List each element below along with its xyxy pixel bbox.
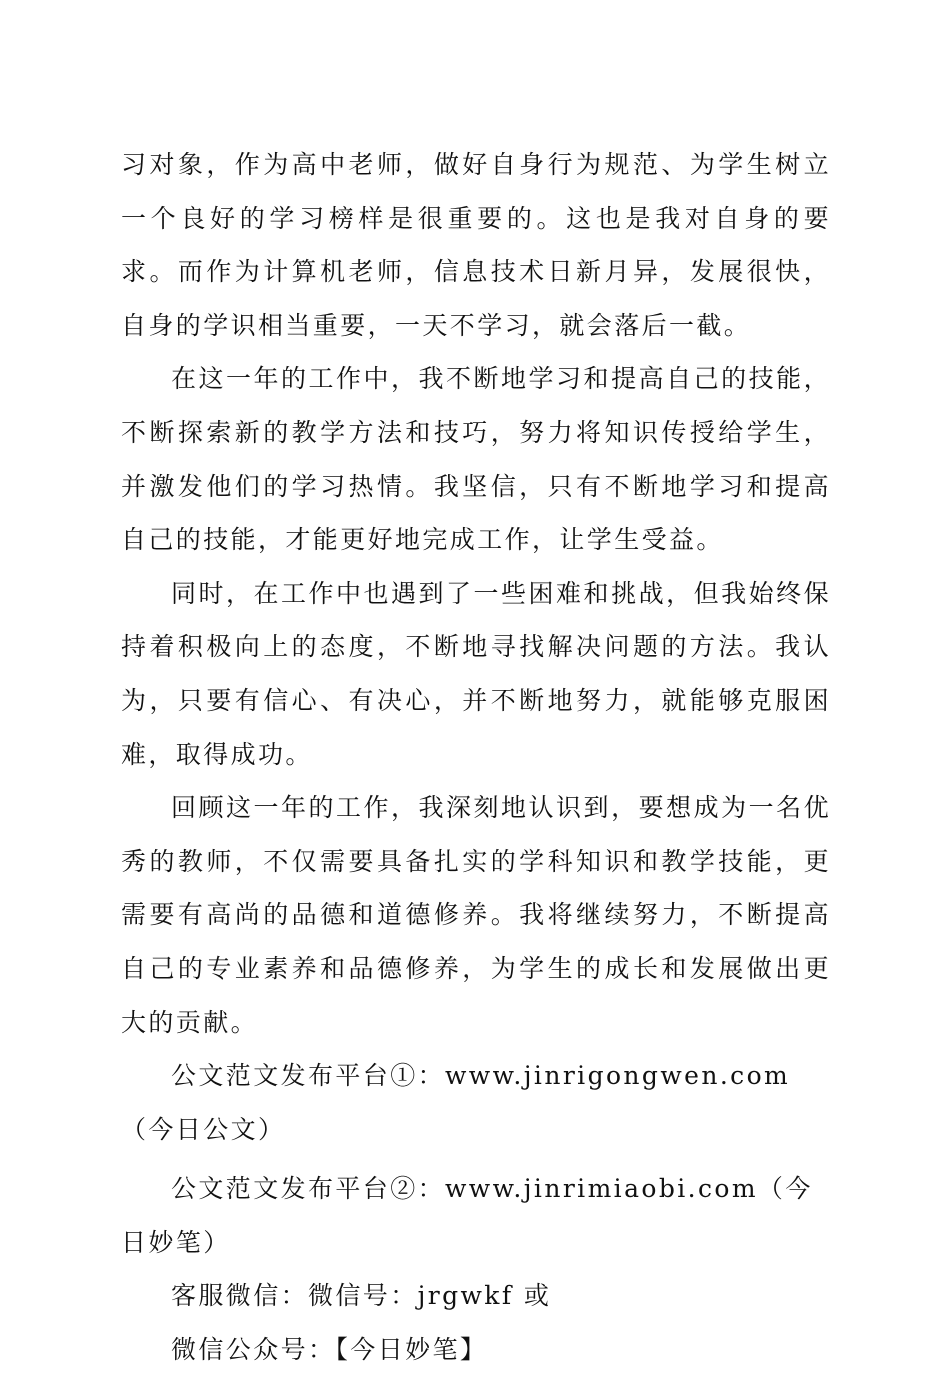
official-account: 微信公众号：【今日妙笔】 <box>171 1335 488 1365</box>
platform-link-1[interactable]: 公文范文发布平台①：www.jinrigongwen.com（今日公文） <box>121 1061 791 1144</box>
paragraph-reflection: 回顾这一年的工作，我深刻地认识到，要想成为一名优秀的教师，不仅需要具备扎实的学科知识和教学技能，更需要有高尚的品德和道德修养。我将继续努力，不断提高自己的专业素养和品德修养，为学生的成长和发展做出更大的贡献。 <box>121 793 831 1037</box>
paragraph-continuation: 习对象，作为高中老师，做好自身行为规范、为学生树立一个良好的学习榜样是很重要的。这也是我对自身的要求。而作为计算机老师，信息技术日新月异，发展很快，自身的学识相当重要，一天不学习，就会落后一截。 <box>121 150 831 340</box>
paragraph-learning: 在这一年的工作中，我不断地学习和提高自己的技能，不断探索新的教学方法和技巧，努力将知识传授给学生，并激发他们的学习热情。我坚信，只有不断地学习和提高自己的技能，才能更好地完成工作，让学生受益。 <box>121 364 831 555</box>
paragraph-challenges: 同时，在工作中也遇到了一些困难和挑战，但我始终保持着积极向上的态度，不断地寻找解决问题的方法。我认为，只要有信心、有决心，并不断地努力，就能够克服困难，取得成功。 <box>121 578 831 769</box>
platform-link-2[interactable]: 公文范文发布平台②：www.jinrimiaobi.com（今日妙笔） <box>121 1174 813 1257</box>
service-wechat: 客服微信：微信号：jrgwkf 或 <box>171 1281 552 1311</box>
footer-info <box>121 1049 831 1377</box>
document-body <box>121 138 831 1377</box>
